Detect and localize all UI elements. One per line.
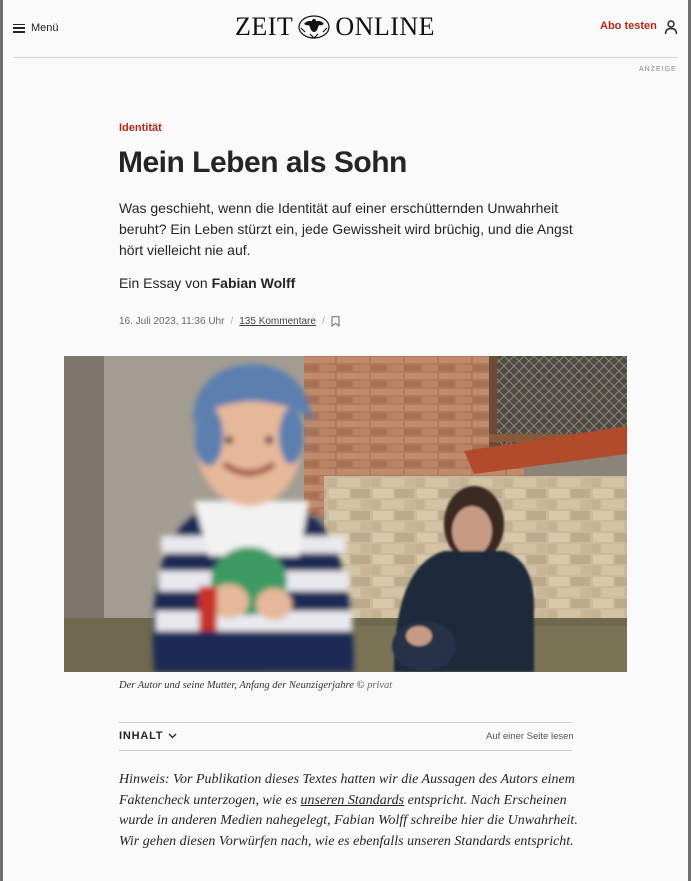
photo-credit: privat bbox=[367, 680, 393, 691]
menu-button[interactable] bbox=[13, 19, 59, 37]
toc-label: INHALT bbox=[119, 730, 164, 742]
photo-child-and-mother bbox=[64, 356, 627, 672]
logo-text-zeit: ZEIT bbox=[235, 12, 294, 41]
author-link[interactable]: Fabian Wolff bbox=[211, 275, 296, 291]
toc-rule-bottom bbox=[119, 750, 572, 751]
comments-link[interactable]: 135 Kommentare bbox=[239, 315, 316, 327]
abo-testen-link[interactable]: Abo testen bbox=[600, 20, 657, 32]
header-divider bbox=[13, 57, 678, 58]
eagle-emblem-icon bbox=[295, 14, 333, 40]
byline bbox=[119, 275, 295, 291]
article-title: Mein Leben als Sohn bbox=[118, 146, 407, 179]
caption-text: Der Autor und seine Mutter, Anfang der Neunzigerjahre © bbox=[119, 680, 365, 691]
meta-separator: / bbox=[230, 315, 234, 327]
article-kicker[interactable]: Identität bbox=[119, 122, 162, 134]
publish-date: 16. Juli 2023, 11:36 Uhr bbox=[119, 315, 225, 327]
logo-text-online: ONLINE bbox=[335, 12, 436, 41]
standards-link[interactable]: unseren Standards bbox=[300, 792, 405, 808]
byline-prefix: Ein Essay von bbox=[119, 275, 208, 291]
menu-label: Menü bbox=[31, 22, 59, 34]
note-text-2: entspricht. Nach Erscheinen wurde in anderen Medien nahegelegt, Fabian Wolff schreibe hier die Unwahrheit. Wir gehen diesen Vorwürfen nach, wie es ebenfalls unseren Standards entspricht. bbox=[119, 792, 578, 849]
page bbox=[3, 0, 688, 881]
ad-label: ANZEIGE bbox=[639, 66, 677, 73]
toc-rule-top bbox=[119, 722, 572, 723]
chevron-down-icon bbox=[168, 733, 177, 739]
article-photo bbox=[64, 356, 627, 672]
article-meta bbox=[119, 314, 340, 328]
toc-toggle[interactable] bbox=[119, 730, 177, 742]
note-text-1: Hinweis: Vor Publikation dieses Textes hatten wir die Aussagen des Autors einem Faktencheck unterzogen, wie es bbox=[119, 772, 575, 808]
article-lead: Was geschieht, wenn die Identität auf einer erschütternden Unwahrheit beruht? Ein Leben stürzt ein, jede Gewissheit wird brüchig, und die Angst hört vielleicht nie auf. bbox=[119, 200, 573, 258]
editorial-note bbox=[119, 770, 579, 852]
user-icon[interactable] bbox=[664, 19, 678, 35]
read-on-one-page-link[interactable]: Auf einer Seite lesen bbox=[486, 731, 574, 742]
zeit-online-logo[interactable] bbox=[235, 12, 435, 42]
site-header bbox=[3, 0, 688, 57]
hamburger-icon bbox=[13, 24, 25, 33]
photo-caption bbox=[119, 680, 392, 691]
meta-separator: / bbox=[321, 315, 325, 327]
bookmark-icon[interactable] bbox=[331, 316, 340, 327]
